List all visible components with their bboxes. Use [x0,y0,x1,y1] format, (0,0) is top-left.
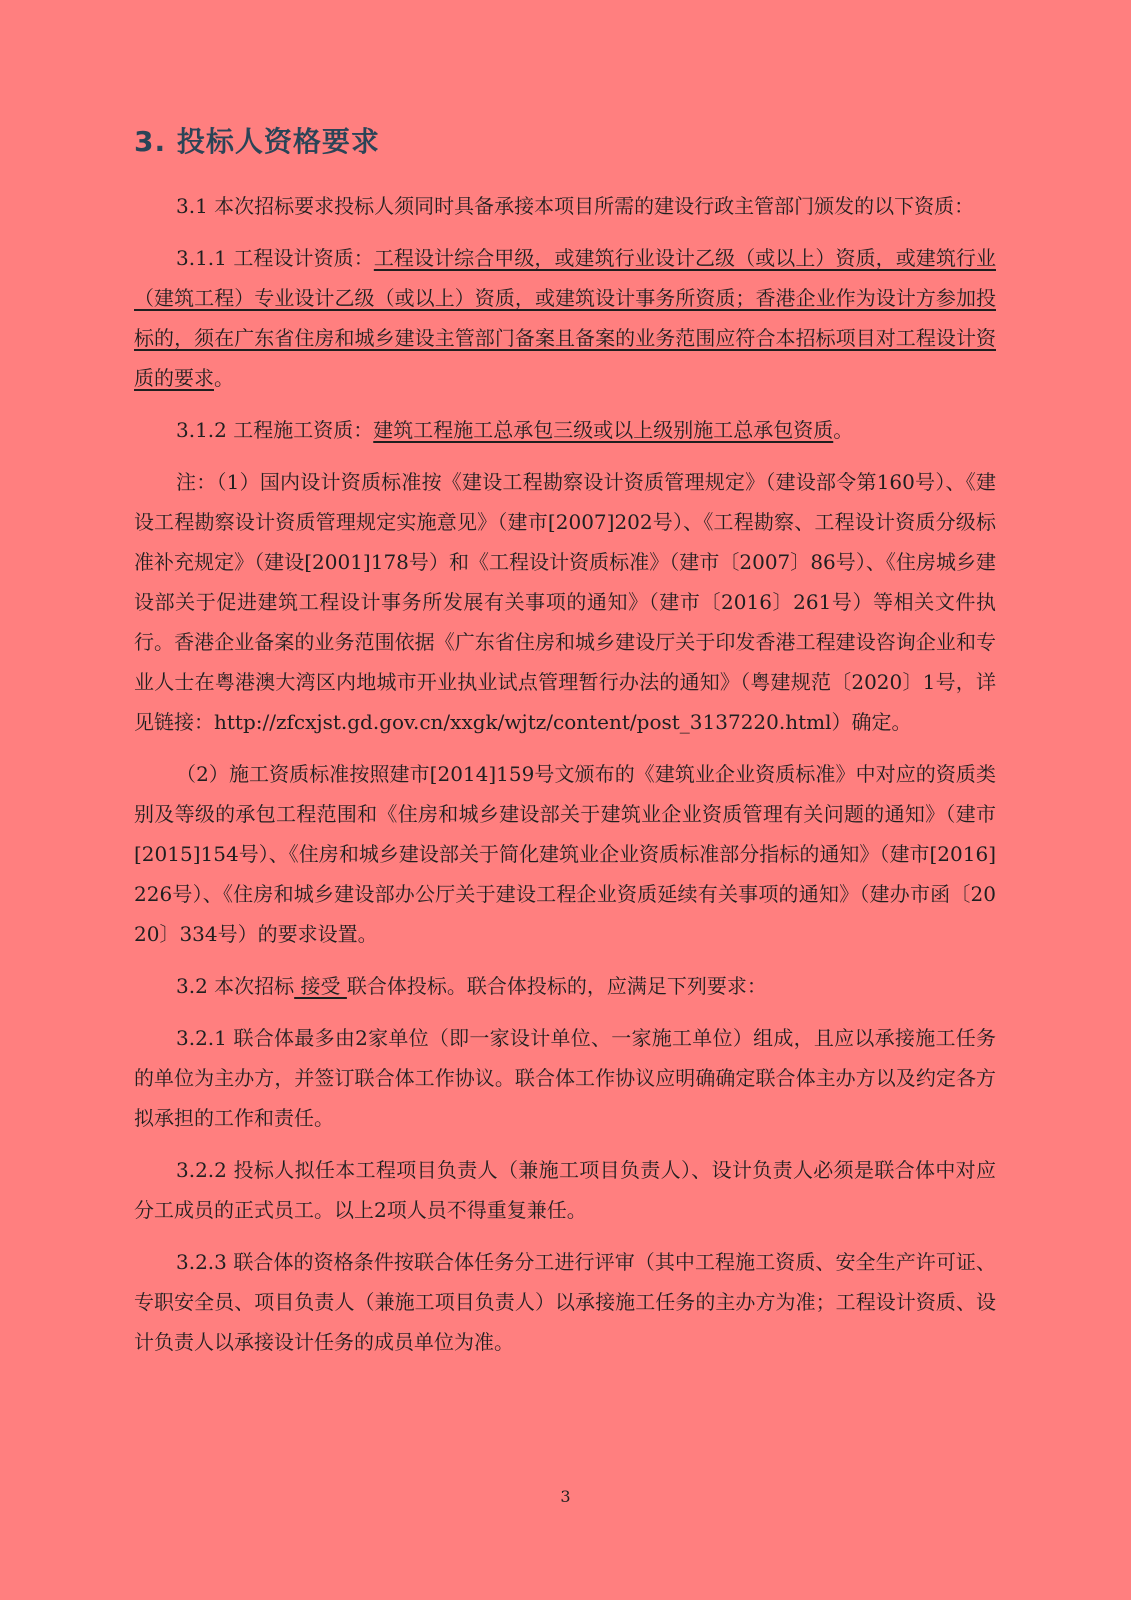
construction-qualification-requirement: 建筑工程施工总承包三级或以上级别施工总承包资质 [373,418,834,442]
paragraph-3-1: 3.1 本次招标要求投标人须同时具备承接本项目所需的建设行政主管部门颁发的以下资质： [176,194,975,218]
consortium-acceptance: 接受 [294,974,347,998]
paragraph-3-2-1: 3.2.1 联合体最多由2家单位（即一家设计单位、一家施工单位）组成，且应以承接施工任务的单位为主办方，并签订联合体工作协议。联合体工作协议应明确确定联合体主办方以及约定各方拟承担的工作和责任。 [134,1026,996,1130]
page-number: 3 [560,1487,571,1506]
paragraph-3-1-2-label: 3.1.2 工程施工资质： [176,418,374,442]
paragraph-3-2-2: 3.2.2 投标人拟任本工程项目负责人（兼施工项目负责人）、设计负责人必须是联合体中对应分工成员的正式员工。以上2项人员不得重复兼任。 [134,1158,996,1222]
paragraph-3-2-rest: 联合体投标。联合体投标的，应满足下列要求： [346,974,767,998]
document-body [134,120,996,1374]
paragraph-3-1-1-label: 3.1.1 工程设计资质： [176,246,374,270]
paragraph-3-2 [134,966,996,1006]
paragraph-3-2-3: 3.2.3 联合体的资格条件按联合体任务分工进行评审（其中工程施工资质、安全生产许可证、专职安全员、项目负责人（兼施工项目负责人）以承接施工任务的主办方为准；工程设计资质、设计负责人以承接设计任务的成员单位为准。 [134,1250,996,1354]
section-title: 3. 投标人资格要求 [134,125,380,158]
paragraph-3-2-label: 3.2 本次招标 [176,974,295,998]
paragraph-3-1-1-end: 。 [214,366,234,390]
note-1: 注：（1）国内设计资质标准按《建设工程勘察设计资质管理规定》（建设部令第160号）、《建设工程勘察设计资质管理规定实施意见》（建市[2007]202号）、《工程勘察、工程设计资质分级标准补充规定》（建设[2001]178号）和《工程设计资质标准》（建市〔2007〕86号）、《住房城乡建设部关于促进建筑工程设计事务所发展有关事项的通知》（建市〔2016〕261号）等相关文件执行。香港企业备案的业务范围依据《广东省住房和城乡建设厅关于印发香港工程建设咨询企业和专业人士在粤港澳大湾区内地城市开业执业试点管理暂行办法的通知》（粤建规范〔2020〕1号，详见链接：http://zfcxjst.gd.gov.cn/xxgk/wjtz/content/post_3137220.html）确定。 [134,470,996,734]
paragraph-3-1-2 [134,410,996,450]
paragraph-3-1-1 [134,238,996,398]
note-2: （2）施工资质标准按照建市[2014]159号文颁布的《建筑业企业资质标准》中对应的资质类别及等级的承包工程范围和《住房和城乡建设部关于建筑业企业资质管理有关问题的通知》（建市[2015]154号）、《住房和城乡建设部关于简化建筑业企业资质标准部分指标的通知》（建市[2016]226号）、《住房和城乡建设部办公厅关于建设工程企业资质延续有关事项的通知》（建办市函〔2020〕334号）的要求设置。 [134,762,996,946]
design-qualification-requirement: 工程设计综合甲级，或建筑行业设计乙级（或以上）资质，或建筑行业（建筑工程）专业设计乙级（或以上）资质，或建筑设计事务所资质；香港企业作为设计方参加投标的，须在广东省住房和城乡建设主管部门备案且备案的业务范围应符合本招标项目对工程设计资质的要求 [134,246,996,390]
paragraph-3-1-2-end: 。 [833,418,854,442]
